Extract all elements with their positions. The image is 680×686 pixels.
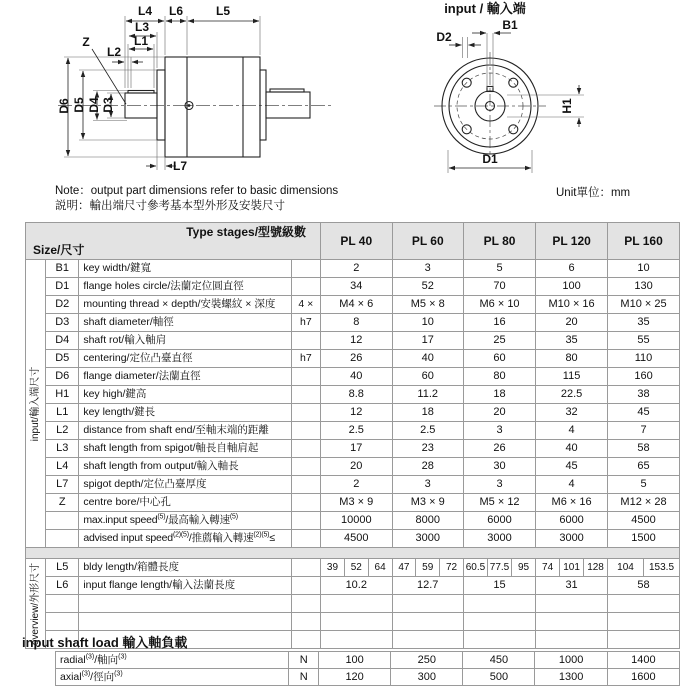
- cell-value: 3: [392, 260, 463, 278]
- cell-value: 1300: [535, 669, 607, 686]
- cell-value: 26: [321, 350, 392, 368]
- row-unit: h7: [291, 314, 320, 332]
- dim-label-D3: D3: [101, 97, 115, 113]
- cell-value: 8.8: [321, 386, 392, 404]
- dim-label-L4: L4: [137, 4, 153, 18]
- cell-value: 58: [608, 440, 680, 458]
- cell-value: 26: [463, 440, 535, 458]
- note-line-en: Note：output part dimensions refer to basic dimensions: [55, 185, 339, 197]
- column-header-pl120: PL 120: [536, 223, 608, 260]
- cell-value: 5: [608, 476, 680, 494]
- empty-cell: [463, 595, 535, 613]
- row-code: D1: [46, 278, 79, 296]
- row-label: shaft length from output/輸入軸長: [79, 458, 291, 476]
- dim-label-D5: D5: [72, 97, 86, 113]
- note-line-zh: 説明：輸出端尺寸參考基本型外形及安裝尺寸: [55, 200, 285, 212]
- row-label: flange diameter/法蘭直徑: [79, 368, 291, 386]
- row-unit: [291, 332, 320, 350]
- cell-value: 80: [463, 368, 535, 386]
- dim-label-L7: L7: [172, 159, 188, 173]
- cell-value: 34: [321, 278, 392, 296]
- cell-value: 15: [463, 577, 535, 595]
- unit-symbol: N: [289, 652, 319, 669]
- cell-value: 25: [463, 332, 535, 350]
- cell-value: M10 × 25: [608, 296, 680, 314]
- cell-value: 12: [321, 332, 392, 350]
- cell-value: 74 101 128: [536, 559, 608, 577]
- cell-value: 4: [536, 476, 608, 494]
- table-row-d4: [26, 332, 680, 350]
- cell-value: 2: [321, 476, 392, 494]
- load-row-radial: [56, 652, 680, 669]
- row-unit: [291, 458, 320, 476]
- empty-cell: [608, 595, 680, 613]
- row-code: D6: [46, 368, 79, 386]
- row-code: L3: [46, 440, 79, 458]
- dim-label-B1: B1: [502, 18, 518, 32]
- cell-value: 1500: [608, 530, 680, 548]
- table-row-d3: [26, 314, 680, 332]
- cell-value: 8000: [392, 512, 463, 530]
- cell-value: 35: [608, 314, 680, 332]
- cell-value: 65: [608, 458, 680, 476]
- cell-value: 3: [463, 476, 535, 494]
- cell-value: 16: [463, 314, 535, 332]
- cell-value: 2: [321, 260, 392, 278]
- row-code: D4: [46, 332, 79, 350]
- cell-value: 6: [536, 260, 608, 278]
- row-label: distance from shaft end/至軸末端的距離: [79, 422, 291, 440]
- column-header-pl80: PL 80: [463, 223, 535, 260]
- row-code: B1: [46, 260, 79, 278]
- gearbox-body: [125, 57, 310, 157]
- extension-lines: [64, 16, 260, 170]
- row-label: key high/鍵高: [79, 386, 291, 404]
- row-label: centre bore/中心孔: [79, 494, 291, 512]
- cell-value: 60: [463, 350, 535, 368]
- table-row-advised-input-speed: [26, 530, 680, 548]
- row-label: mounting thread × depth/安裝螺紋 × 深度: [79, 296, 291, 314]
- empty-cell: [79, 613, 291, 631]
- cell-value: 58: [608, 577, 680, 595]
- empty-cell: [291, 631, 320, 649]
- row-unit: h7: [291, 350, 320, 368]
- cell-value: 100: [536, 278, 608, 296]
- cell-value: 12.7: [392, 577, 463, 595]
- dim-label-L5: L5: [215, 4, 231, 18]
- front-view-title: input / 輸入端: [444, 1, 526, 16]
- cell-value: 52: [392, 278, 463, 296]
- cell-value: 20: [463, 404, 535, 422]
- empty-cell: [392, 595, 463, 613]
- cell-value: M3 × 9: [321, 494, 392, 512]
- cell-value: 5: [463, 260, 535, 278]
- cell-value: 60: [392, 368, 463, 386]
- cell-value: M5 × 8: [392, 296, 463, 314]
- cell-value: 60.5 77.5 95: [463, 559, 535, 577]
- table-row-l4: [26, 458, 680, 476]
- table-row-l3: [26, 440, 680, 458]
- input-shaft-load-table: [55, 651, 680, 686]
- cell-value: 3000: [392, 530, 463, 548]
- dim-label-H1: H1: [560, 98, 574, 114]
- cell-value: M12 × 28: [608, 494, 680, 512]
- cell-value: 6000: [463, 512, 535, 530]
- cell-value: 40: [321, 368, 392, 386]
- empty-cell: [536, 631, 608, 649]
- row-label: axial$^{(3)}$/徑向$^{(3)}$: [56, 669, 289, 686]
- row-code: L4: [46, 458, 79, 476]
- table-row-d1: [26, 278, 680, 296]
- cell-value: 17: [392, 332, 463, 350]
- row-label: shaft rot/輸入軸肩: [79, 332, 291, 350]
- cell-value: 130: [608, 278, 680, 296]
- cell-value: 22.5: [536, 386, 608, 404]
- column-header-pl60: PL 60: [392, 223, 463, 260]
- centerlines: [434, 52, 546, 160]
- row-unit: [291, 440, 320, 458]
- cell-value: 160: [608, 368, 680, 386]
- row-code: [46, 512, 79, 530]
- table-row-l5: [26, 559, 680, 577]
- table-row-l7: [26, 476, 680, 494]
- table-header-row: [26, 223, 680, 260]
- row-label: spigot depth/定位凸臺厚度: [79, 476, 291, 494]
- row-label: shaft diameter/軸徑: [79, 314, 291, 332]
- empty-cell: [321, 631, 392, 649]
- table-row-b1: [26, 260, 680, 278]
- cell-value: 2.5: [392, 422, 463, 440]
- row-code: D5: [46, 350, 79, 368]
- cell-value: M4 × 6: [321, 296, 392, 314]
- table-row-d5: [26, 350, 680, 368]
- cell-value: 4500: [321, 530, 392, 548]
- cell-value: 35: [536, 332, 608, 350]
- cell-value: 7: [608, 422, 680, 440]
- cell-value: 3: [463, 422, 535, 440]
- row-label: key length/鍵長: [79, 404, 291, 422]
- column-header-pl160: PL 160: [608, 223, 680, 260]
- cell-value: 100: [319, 652, 391, 669]
- cell-value: 28: [392, 458, 463, 476]
- cell-value: 250: [391, 652, 463, 669]
- table-row-l6: [26, 577, 680, 595]
- table-corner-cell: [26, 223, 321, 260]
- section-label-input: input/輸入端尺寸: [26, 260, 46, 548]
- empty-cell: [321, 595, 392, 613]
- cell-value: M5 × 12: [463, 494, 535, 512]
- cell-value: 3: [392, 476, 463, 494]
- cell-value: M10 × 16: [536, 296, 608, 314]
- row-unit: [291, 512, 320, 530]
- cell-value: 3000: [463, 530, 535, 548]
- cell-value: 30: [463, 458, 535, 476]
- empty-cell: [79, 595, 291, 613]
- cell-value: 39 52 64: [321, 559, 392, 577]
- cell-value: 120: [319, 669, 391, 686]
- dim-label-L3: L3: [134, 20, 150, 34]
- cell-value: 3000: [536, 530, 608, 548]
- row-label: flange holes circle/法蘭定位圓直徑: [79, 278, 291, 296]
- load-section-title: input shaft load 輸入軸負載: [22, 635, 188, 650]
- load-row-axial: [56, 669, 680, 686]
- row-code: D3: [46, 314, 79, 332]
- empty-cell: [291, 595, 320, 613]
- row-label: bldy length/箱體長度: [79, 559, 291, 577]
- type-stages-label: Type stages/型號級數: [186, 225, 307, 239]
- table-row-d6: [26, 368, 680, 386]
- cell-value: 70: [463, 278, 535, 296]
- cell-value: 10000: [321, 512, 392, 530]
- dimension-lines: [68, 21, 259, 166]
- row-unit: [291, 278, 320, 296]
- cell-value: 1400: [607, 652, 679, 669]
- row-code: L2: [46, 422, 79, 440]
- row-unit: [291, 260, 320, 278]
- row-label: centering/定位凸臺直徑: [79, 350, 291, 368]
- section-label-overview: overview/外形尺寸: [26, 559, 46, 649]
- empty-cell: [321, 613, 392, 631]
- row-code: L5: [46, 559, 79, 577]
- row-unit: [291, 386, 320, 404]
- row-code: L7: [46, 476, 79, 494]
- row-unit: [291, 422, 320, 440]
- cell-value: 45: [536, 458, 608, 476]
- cell-value: 40: [392, 350, 463, 368]
- cell-value: 1000: [535, 652, 607, 669]
- dim-label-D4: D4: [87, 97, 101, 113]
- row-code: Z: [46, 494, 79, 512]
- cell-value: 1600: [607, 669, 679, 686]
- empty-cell: [536, 613, 608, 631]
- row-code: H1: [46, 386, 79, 404]
- empty-cell: [46, 613, 79, 631]
- screw-dot: [188, 104, 191, 107]
- dim-label-Z: Z: [82, 35, 90, 49]
- unit-label: Unit單位：mm: [556, 187, 631, 199]
- empty-cell: [46, 595, 79, 613]
- empty-cell: [463, 631, 535, 649]
- row-unit: [291, 476, 320, 494]
- cell-value: 18: [463, 386, 535, 404]
- row-unit: [291, 577, 320, 595]
- empty-cell: [392, 631, 463, 649]
- cell-value: 40: [536, 440, 608, 458]
- cell-value: 500: [463, 669, 535, 686]
- row-code: [46, 530, 79, 548]
- cell-value: 45: [608, 404, 680, 422]
- cell-value: 18: [392, 404, 463, 422]
- side-view-drawing: [0, 0, 340, 180]
- row-label: input flange length/輸入法蘭長度: [79, 577, 291, 595]
- empty-cell: [608, 631, 680, 649]
- row-code: D2: [46, 296, 79, 314]
- cell-value: 20: [536, 314, 608, 332]
- cell-value: 20: [321, 458, 392, 476]
- row-label: radial$^{(3)}$/軸向$^{(3)}$: [56, 652, 289, 669]
- empty-cell: [608, 613, 680, 631]
- dimensions-table: [25, 222, 680, 649]
- size-label: Size/尺寸: [33, 243, 85, 257]
- table-row-d2: [26, 296, 680, 314]
- cell-value: 4500: [608, 512, 680, 530]
- row-code: L6: [46, 577, 79, 595]
- cell-value: 10.2: [321, 577, 392, 595]
- cell-value: 47 59 72: [392, 559, 463, 577]
- row-unit: [291, 494, 320, 512]
- table-row-h1: [26, 386, 680, 404]
- table-row-empty: [26, 613, 680, 631]
- dim-label-D1: D1: [482, 152, 498, 166]
- table-row-l2: [26, 422, 680, 440]
- row-label: max.input speed$^{(5)}$/最高輸入轉速$^{(5)}$: [79, 512, 291, 530]
- cell-value: M6 × 16: [536, 494, 608, 512]
- dim-label-L2: L2: [106, 45, 122, 59]
- dim-label-D2: D2: [436, 30, 452, 44]
- row-unit: 4 ×: [291, 296, 320, 314]
- cell-value: 110: [608, 350, 680, 368]
- column-header-pl40: PL 40: [321, 223, 392, 260]
- cell-value: 450: [463, 652, 535, 669]
- row-unit: [291, 530, 320, 548]
- cell-value: M6 × 10: [463, 296, 535, 314]
- dim-label-D6: D6: [57, 98, 71, 114]
- row-label: shaft length from spigot/軸長自軸肩起: [79, 440, 291, 458]
- row-label: key width/鍵寬: [79, 260, 291, 278]
- dim-label-L1: L1: [133, 34, 149, 48]
- row-code: L1: [46, 404, 79, 422]
- cell-value: 31: [536, 577, 608, 595]
- table-row-empty: [26, 595, 680, 613]
- row-unit: [291, 404, 320, 422]
- cell-value: 10: [392, 314, 463, 332]
- cell-value: 8: [321, 314, 392, 332]
- table-row-max-input-speed: [26, 512, 680, 530]
- row-unit: [291, 368, 320, 386]
- empty-cell: [536, 595, 608, 613]
- note-block: [55, 184, 338, 214]
- cell-value: 23: [392, 440, 463, 458]
- row-label: advised input speed$^{(2)(5)}$/推薦輸入轉速$^{(2)(5)}$≤: [79, 530, 291, 548]
- empty-cell: [392, 613, 463, 631]
- cell-value: 11.2: [392, 386, 463, 404]
- front-view-drawing: [400, 0, 680, 180]
- cell-value: 104 153.5: [608, 559, 680, 577]
- separator-band: [26, 548, 680, 559]
- cell-value: 80: [536, 350, 608, 368]
- cell-value: 38: [608, 386, 680, 404]
- cell-value: 55: [608, 332, 680, 350]
- empty-cell: [463, 613, 535, 631]
- cell-value: M3 × 9: [392, 494, 463, 512]
- dim-label-L6: L6: [168, 4, 184, 18]
- section-separator: [26, 548, 680, 559]
- table-row-l1: [26, 404, 680, 422]
- cell-value: 10: [608, 260, 680, 278]
- cell-value: 17: [321, 440, 392, 458]
- cell-value: 2.5: [321, 422, 392, 440]
- cell-value: 32: [536, 404, 608, 422]
- cell-value: 300: [391, 669, 463, 686]
- cell-value: 6000: [536, 512, 608, 530]
- table-row-z: [26, 494, 680, 512]
- empty-cell: [291, 613, 320, 631]
- unit-symbol: N: [289, 669, 319, 686]
- cell-value: 12: [321, 404, 392, 422]
- row-unit: [291, 559, 320, 577]
- cell-value: 115: [536, 368, 608, 386]
- cell-value: 4: [536, 422, 608, 440]
